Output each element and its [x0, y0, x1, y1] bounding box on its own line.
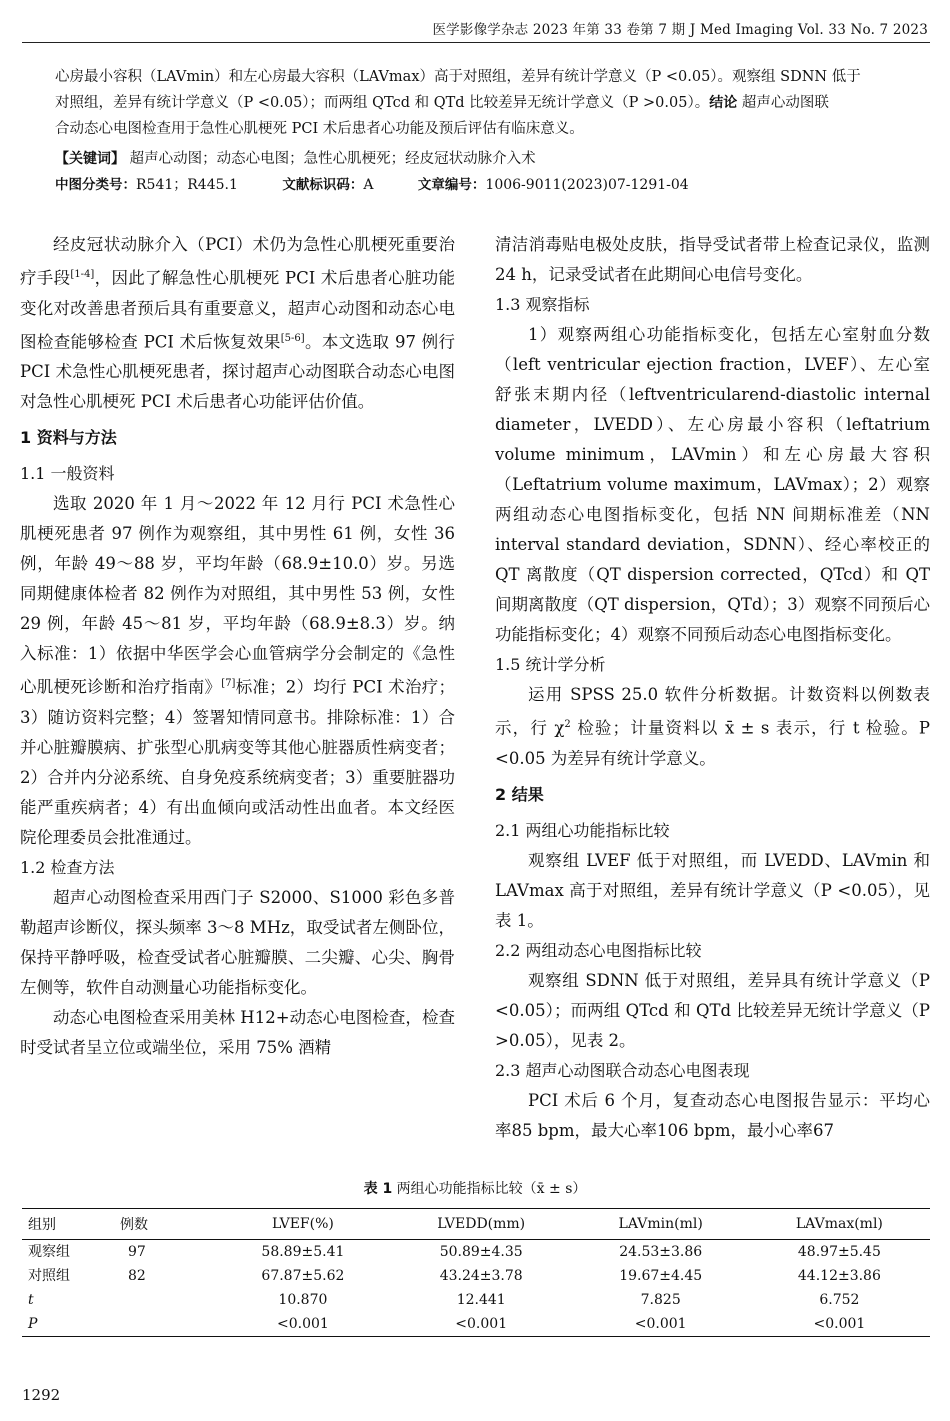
intro-paragraph	[20, 230, 455, 417]
citation: [7]	[221, 678, 236, 689]
table-cell: <0.001	[573, 1312, 749, 1337]
section-heading: 2 结果	[495, 784, 544, 804]
result-paragraph: PCI 术后 6 个月，复查动态心电图报告显示：平均心率85 bpm，最大心率106 bpm，最小心率67	[495, 1090, 930, 1140]
page-number: 1292	[22, 1386, 61, 1404]
table-header-cell: LAVmax(ml)	[749, 1209, 930, 1240]
doc-label: 文献标识码：	[282, 177, 364, 193]
intro-text-b: ，因此了解急性心肌梗死 PCI 术后患者心脏功能变化对改善患者预后具有重要意义，超声心动图和动态心电图检查能够检查 PCI 术后恢复效果	[20, 268, 456, 351]
table-header-cell: 例数	[114, 1209, 216, 1240]
keywords-text: 超声心动图；动态心电图；急性心肌梗死；经皮冠状动脉介入术	[125, 151, 536, 167]
abstract-continuation	[55, 64, 931, 142]
table-cell	[114, 1288, 216, 1312]
table-cell: 6.752	[819, 1292, 860, 1308]
subsection-heading: 1.1 一般资料	[20, 464, 115, 483]
cardiac-function-table	[22, 1208, 930, 1337]
classification-line	[55, 172, 931, 198]
header-rule	[22, 42, 930, 43]
right-column	[495, 230, 930, 1146]
article-label: 文章编号：	[417, 177, 486, 193]
table-cell: 7.825	[640, 1292, 681, 1308]
subsection-heading: 2.1 两组心功能指标比较	[495, 820, 670, 840]
echo-method-paragraph: 超声心动图检查采用西门子 S2000、S1000 彩色多普勒超声诊断仪，探头频率 3～8 MHz，取受试者左侧卧位，保持平静呼吸，检查受试者心脏瓣膜、二尖瓣、心尖、胸骨左侧等，软件自动测量心功能指标变化。	[20, 887, 455, 997]
keywords-label: 【关键词】	[55, 151, 125, 167]
subsection-heading: 1.3 观察指标	[495, 295, 590, 314]
table-cell: 12.441	[456, 1292, 506, 1308]
abstract-line-2	[55, 90, 931, 116]
subsection-heading: 2.2 两组动态心电图指标比较	[495, 940, 702, 960]
table-caption	[0, 1178, 950, 1198]
table-cell: 50.89±4.35	[439, 1244, 523, 1260]
indicators-paragraph: 1）观察两组心功能指标变化，包括左心室射血分数（left ventricular ejection fraction，LVEF）、左心室舒张末期内径（leftventricularend-diastolic internal diameter，LVEDD）、左心房最小容积（leftatrium volume minimum，LAVmin）和左心房最大容积（Leftatrium volume maximum，LAVmax）；2）观察两组动态心电图指标变化，包括 NN 间期标准差（NN interval standard deviation，SDNN）、经心率校正的 QT 离散度（QT dispersion corrected，QTcd）和 QT 间期离散度（QT dispersion，QTd）；3）观察不同预后心功能指标变化；4）观察不同预后动态心电图指标变化。	[495, 325, 930, 644]
superscript: 2	[564, 719, 571, 730]
table-row	[22, 1312, 930, 1337]
conclusion-label: 结论	[709, 95, 738, 111]
table-cell: 44.12±3.86	[797, 1268, 881, 1284]
article-number	[418, 177, 689, 193]
subsection-heading: 1.2 检查方法	[20, 857, 115, 877]
abstract-line-1: 心房最小容积（LAVmin）和左心房最大容积（LAVmax）高于对照组，差异有统计学意义（P <0.05）。观察组 SDNN 低于	[55, 69, 861, 85]
table-cell: t	[28, 1292, 34, 1308]
subsection-heading: 1.5 统计学分析	[495, 655, 606, 674]
table-label: 表 1	[363, 1181, 393, 1197]
doc-value: A	[363, 177, 374, 193]
general-data-text-a: 选取 2020 年 1 月～2022 年 12 月行 PCI 术急性心肌梗死患者 97 例作为观察组，其中男性 61 例，女性 36 例，年龄 49～88 岁，平均年龄（68.9±10.0）岁。另选同期健康体检者 82 例作为对照组，其中男性 53 例，女性 29 例，年龄 45～81 岁，平均年龄（68.9±8.3）岁。纳入标准：1）依据中华医学会心血管病学分会制定的《急性心肌梗死诊断和治疗指南》	[20, 494, 455, 697]
subsection-heading: 2.3 超声心动图联合动态心电图表现	[495, 1060, 750, 1080]
general-data-text-b: 标准；2）均行 PCI 术治疗；3）随访资料完整；4）签署知情同意书。排除标准：1）合并心脏瓣膜病、扩张型心肌病变等其他心脏器质性病变者；2）合并内分泌系统、自身免疫系统病变者；3）重要脏器功能严重疾病者；4）有出血倾向或活动性出血者。本文经医院伦理委员会批准通过。	[20, 677, 455, 847]
table-header-cell: LVEF(%)	[216, 1209, 390, 1240]
abstract-line-2-text: 对照组，差异有统计学意义（P <0.05）；而两组 QTcd 和 QTd 比较差异无统计学意义（P >0.05）。	[55, 95, 710, 111]
table-cell: 对照组	[28, 1268, 70, 1284]
table-cell: <0.001	[390, 1312, 573, 1337]
intro-text-a: 经皮冠状动脉介入（PCI）术仍为急性心肌梗死重要治疗手段	[20, 235, 455, 288]
table-cell: 43.24±3.78	[439, 1268, 523, 1284]
section-heading: 1 资料与方法	[20, 428, 117, 447]
table-cell: 24.53±3.86	[619, 1244, 703, 1260]
running-header: 医学影像学杂志 2023 年第 33 卷第 7 期 J Med Imaging Vol. 33 No. 7 2023	[432, 22, 928, 38]
clc-value: R541；R445.1	[136, 177, 238, 193]
table-cell: 观察组	[28, 1244, 70, 1260]
table-header-cell: LAVmin(ml)	[573, 1209, 749, 1240]
document-code	[282, 177, 373, 193]
table-cell	[114, 1312, 216, 1337]
result-paragraph: 观察组 SDNN 低于对照组，差异具有统计学意义（P <0.05）；而两组 QTcd 和 QTd 比较差异无统计学意义（P >0.05），见表 2。	[495, 970, 930, 1050]
abstract-line-3: 合动态心电图检查用于急性心肌梗死 PCI 术后患者心功能及预后评估有临床意义。	[55, 121, 584, 137]
statistics-text-a: 运用 SPSS 25.0 软件分析数据。计数资料以例数表示，行 χ	[495, 685, 930, 738]
result-paragraph: 观察组 LVEF 低于对照组，而 LVEDD、LAVmin 和 LAVmax 高于对照组，差异有统计学意义（P <0.05），见表 1。	[495, 850, 930, 930]
general-data-paragraph	[20, 489, 455, 853]
table-cell: 48.97±5.45	[797, 1244, 881, 1260]
keywords	[55, 146, 931, 172]
article-value: 1006-9011(2023)07-1291-04	[485, 177, 689, 193]
table-cell: 19.67±4.45	[619, 1268, 703, 1284]
table-cell: 10.870	[278, 1292, 328, 1308]
holter-continuation: 清洁消毒贴电极处皮肤，指导受试者带上检查记录仪，监测 24 h，记录受试者在此期间心电信号变化。	[495, 235, 930, 284]
table-title: 两组心功能指标比较（x̄ ± s）	[392, 1181, 587, 1197]
statistics-text-b: 检验；计量资料以 x̄ ± s 表示，行 t 检验。P <0.05 为差异有统计学意义。	[495, 718, 931, 768]
table-cell: 58.89±5.41	[261, 1244, 345, 1260]
citation: [5-6]	[280, 332, 305, 344]
table-cell: <0.001	[216, 1312, 390, 1337]
citation: [1-4]	[70, 269, 95, 280]
table-row	[22, 1288, 930, 1312]
table-header-cell: LVEDD(mm)	[390, 1209, 573, 1240]
intro-text-c: 。本文选取 97 例行 PCI 术急性心肌梗死患者，探讨超声心动图联合动态心电图对急性心肌梗死 PCI 术后患者心功能评估价值。	[20, 332, 455, 411]
table-header-cell: 组别	[22, 1209, 114, 1240]
clc-label: 中图分类号：	[55, 177, 136, 193]
table-header-row	[22, 1209, 930, 1240]
left-column	[20, 230, 455, 1063]
holter-method-paragraph: 动态心电图检查采用美林 H12+动态心电图检查，检查时受试者呈立位或端坐位，采用 75% 酒精	[20, 1007, 455, 1057]
abstract-line-2b: 超声心动图联	[737, 95, 829, 111]
table-row	[22, 1240, 930, 1265]
table-row	[22, 1264, 930, 1288]
table-cell: 97	[128, 1244, 146, 1260]
table-cell: 67.87±5.62	[261, 1268, 345, 1284]
table-cell: 82	[128, 1268, 146, 1284]
table-cell: <0.001	[749, 1312, 930, 1337]
table-cell: P	[22, 1312, 114, 1337]
clc-number	[55, 177, 238, 193]
statistics-paragraph	[495, 680, 930, 774]
